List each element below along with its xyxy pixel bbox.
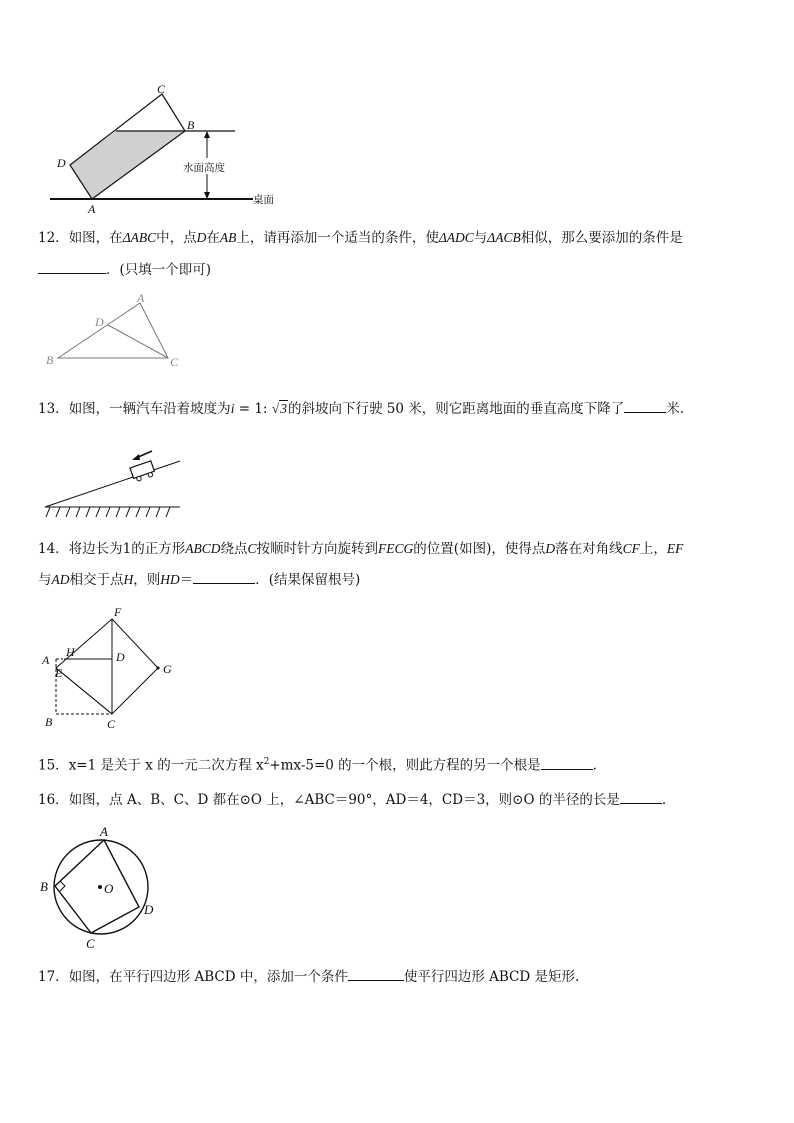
point-label-o: O: [104, 881, 114, 896]
point-label-d: D: [95, 315, 104, 329]
sqrt-expression: √3: [271, 401, 287, 416]
point-label-e: E: [55, 666, 63, 680]
question-12: 12．如图，在ΔABC中，点D在AB上，请再添加一个适当的条件，使ΔADC与ΔACB相似，那么要添加的条件是: [38, 230, 683, 246]
point-label-f: F: [114, 605, 122, 619]
answer-blank[interactable]: [348, 966, 404, 981]
point-label-c: C: [86, 936, 95, 951]
point-label-d: D: [116, 650, 125, 664]
point-label-a: A: [137, 291, 145, 305]
arrow-head-down: [204, 192, 210, 199]
water-height-label: 水面高度: [183, 162, 225, 174]
point-label-d: D: [57, 156, 66, 170]
square-abcd-dashed: [56, 659, 112, 714]
point-label-g: G: [163, 662, 172, 676]
segment-dc: [108, 325, 168, 358]
question-number: 13．: [38, 401, 69, 417]
answer-blank[interactable]: [38, 259, 106, 274]
answer-blank[interactable]: [624, 398, 666, 413]
segment-ec: [56, 668, 112, 714]
question-14: 14．将边长为1的正方形ABCD绕点C按顺时针方向旋转到FECG的位置(如图)，使得点D落在对角线CF上，EF: [38, 541, 684, 557]
point-label-b: B: [187, 118, 195, 132]
question-number: 15．: [38, 757, 69, 774]
question-14-line-2: 与AD相交于点H，则HD＝ ．(结果保留根号): [38, 569, 360, 590]
point-label-b: B: [45, 715, 53, 729]
point-label-b: B: [46, 353, 54, 367]
figure-rotated-square: [36, 602, 181, 732]
square-fecg: [56, 619, 158, 714]
point-label-c: C: [170, 355, 179, 369]
answer-blank[interactable]: [620, 789, 662, 804]
slope-line: [45, 461, 180, 507]
car-icon: [130, 461, 156, 483]
point-label-c: C: [107, 717, 116, 731]
point-label-h: H: [66, 645, 75, 659]
point-label-d: D: [144, 902, 154, 917]
question-15: 15．x=1 是关于 x 的一元二次方程 $x^2+mx-5=0$ 的一个根，则此方程的另一个根是 .: [38, 752, 597, 776]
right-angle-mark: [60, 881, 65, 891]
point-label-b: B: [40, 879, 48, 894]
triangle-outline: [58, 303, 168, 358]
question-number: 14．: [38, 541, 69, 557]
question-16: 16．如图，点 A、B、C、D 都在⊙O 上，∠ABC＝90°，AD＝4，CD＝3，则⊙O 的半径的长是 .: [38, 789, 666, 810]
question-number: 17．: [38, 969, 69, 985]
figure-triangle-abc: [40, 290, 190, 370]
question-number: 12．: [38, 230, 69, 246]
direction-arrow-icon: [132, 451, 152, 460]
question-13: 13．如图，一辆汽车沿着坡度为i = 1: √3的斜坡向下行驶 50 米，则它距离地面的垂直高度下降了 米.: [38, 398, 684, 419]
point-label-c: C: [157, 82, 166, 96]
question-number: 16．: [38, 792, 69, 808]
figure-tilted-container: [45, 82, 295, 217]
water-region: [70, 131, 185, 199]
arrow-head-up: [204, 131, 210, 138]
answer-blank[interactable]: [193, 569, 255, 584]
figure-slope-car: [40, 445, 190, 523]
point-label-a: A: [88, 202, 96, 216]
point-label-a: A: [100, 824, 108, 839]
question-17: 17．如图，在平行四边形 ABCD 中，添加一个条件 使平行四边形 ABCD 是矩形.: [38, 966, 579, 987]
point-label-a: A: [42, 653, 50, 667]
table-label: 桌面: [253, 194, 274, 206]
center-point: [98, 885, 102, 889]
figure-inscribed-quadrilateral: [36, 822, 166, 952]
question-12-line-2: ．(只填一个即可): [38, 259, 211, 280]
ground-hatching: [46, 507, 170, 517]
answer-blank[interactable]: [541, 755, 593, 770]
